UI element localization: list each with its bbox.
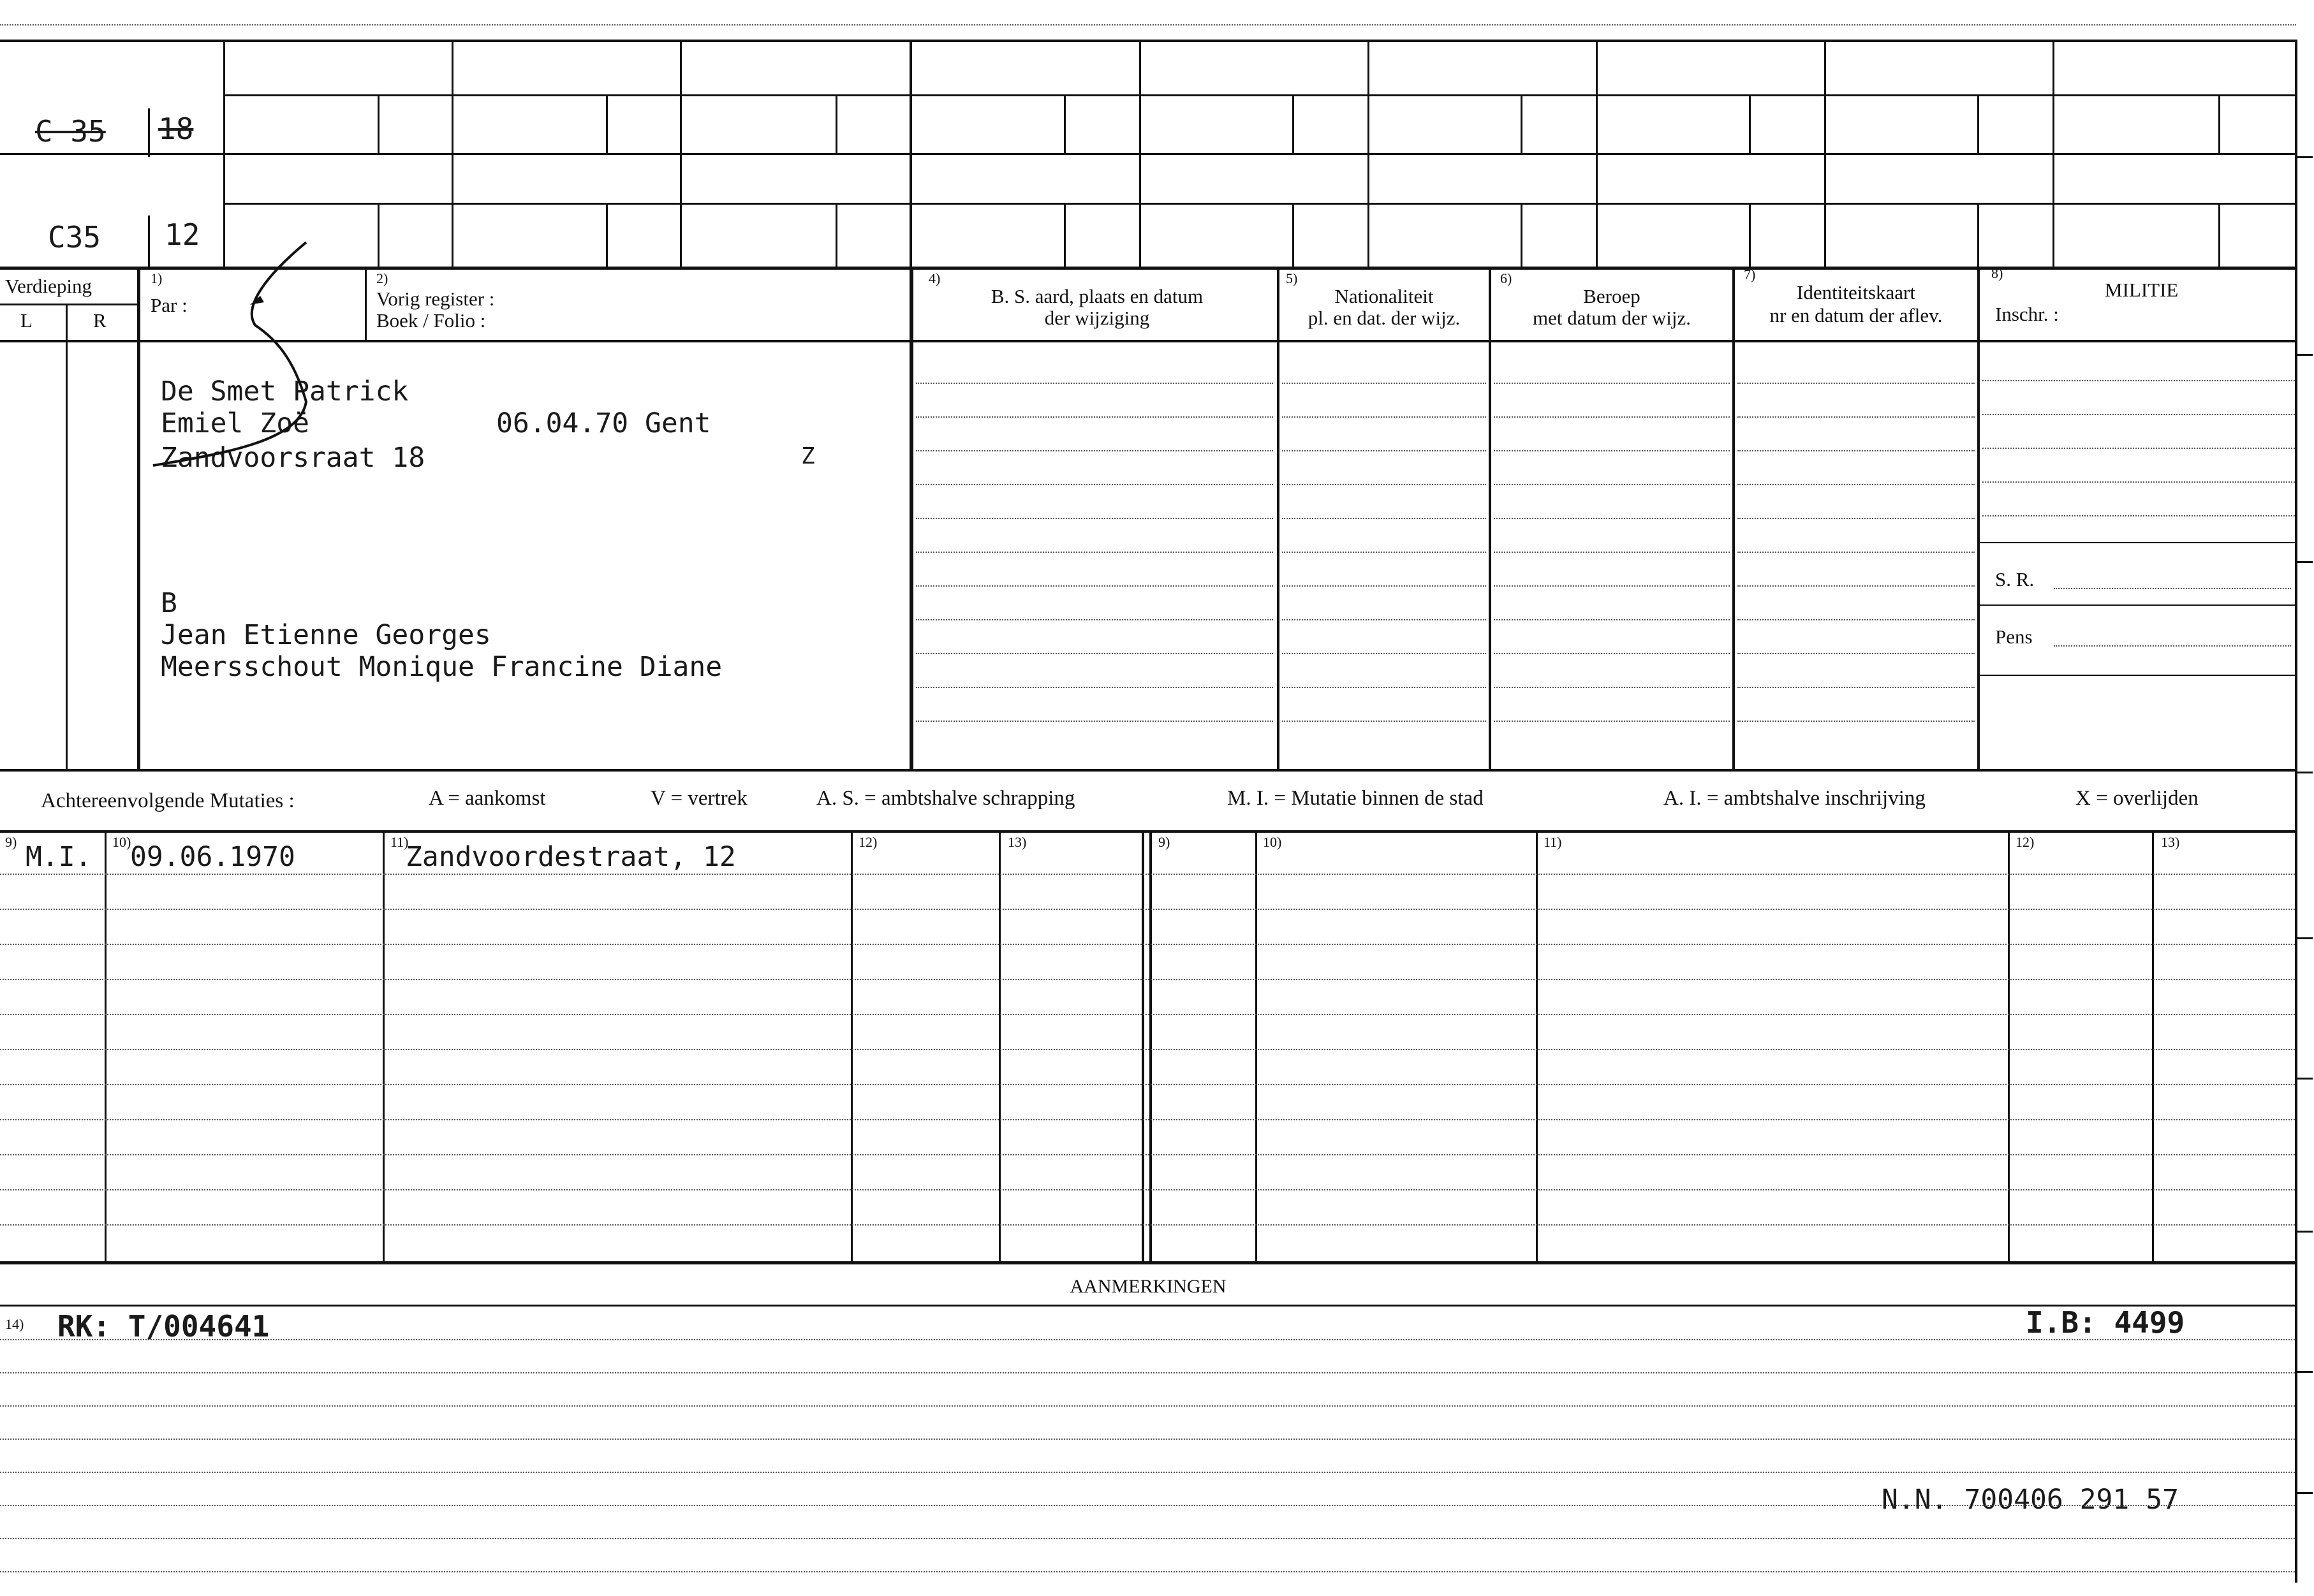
body-bottom-line bbox=[0, 769, 2296, 772]
beroep-line2: met datum der wijz. bbox=[1533, 307, 1691, 329]
mut-col bbox=[2152, 831, 2154, 1263]
ruled-line bbox=[0, 1119, 2295, 1120]
ruled-line bbox=[0, 874, 2295, 875]
mutations-legend-title: Achtereenvolgende Mutaties : bbox=[41, 789, 295, 812]
nationaliteit-line2: pl. en dat. der wijz. bbox=[1308, 307, 1461, 329]
grid-line bbox=[378, 204, 380, 267]
ruled-line bbox=[1982, 380, 2295, 381]
note-6: 6) bbox=[1500, 270, 1512, 286]
mother-names: Meersschout Monique Francine Diane bbox=[161, 651, 723, 683]
remarks-rk: RK: T/004641 bbox=[57, 1309, 270, 1343]
grid-line bbox=[1596, 40, 1598, 268]
ruled-line bbox=[1282, 518, 1486, 519]
ruled-line bbox=[1737, 687, 1975, 688]
margin-tick bbox=[2297, 561, 2313, 563]
legend-aankomst: A = aankomst bbox=[429, 787, 546, 810]
ruled-line bbox=[916, 687, 1273, 688]
note-14: 14) bbox=[5, 1316, 24, 1332]
ruled-line bbox=[1494, 653, 1730, 654]
bs-header-line2: der wijziging bbox=[1044, 307, 1150, 329]
par-label: Par : bbox=[151, 294, 188, 316]
margin-tick bbox=[2297, 354, 2313, 356]
note-2: 2) bbox=[376, 270, 388, 286]
mut-col bbox=[1255, 831, 1257, 1263]
beroep-line1: Beroep bbox=[1583, 285, 1640, 307]
mut-col bbox=[1536, 831, 1538, 1263]
old-number: 18 bbox=[158, 112, 194, 146]
legend-vertrek: V = vertrek bbox=[651, 787, 748, 810]
ruled-line bbox=[0, 1571, 2295, 1572]
grid-line bbox=[836, 96, 837, 153]
new-code: C35 bbox=[48, 220, 101, 254]
col-line bbox=[1732, 268, 1735, 770]
grid-line bbox=[1292, 204, 1294, 267]
grid-line bbox=[1749, 204, 1751, 267]
margin-tick bbox=[2297, 772, 2313, 773]
grid-line bbox=[2218, 204, 2220, 267]
ruled-line bbox=[916, 552, 1273, 553]
grid-line bbox=[223, 94, 2296, 96]
ruled-line bbox=[916, 518, 1273, 519]
ruled-line bbox=[1982, 448, 2295, 449]
margin-tick bbox=[2297, 937, 2313, 939]
militie-split-line bbox=[1980, 675, 2296, 676]
remarks-nn: N.N. 700406 291 57 bbox=[1882, 1484, 2179, 1516]
mut-col-double bbox=[1142, 831, 1144, 1263]
note-4: 4) bbox=[929, 270, 941, 286]
col-line bbox=[66, 305, 68, 770]
birth-date-place: 06.04.70 Gent bbox=[496, 407, 711, 439]
grid-line bbox=[1064, 96, 1066, 153]
ruled-line bbox=[0, 1049, 2295, 1050]
ruled-line bbox=[1982, 414, 2295, 415]
ruled-line bbox=[1737, 416, 1975, 418]
grid-line bbox=[223, 203, 2296, 205]
grid-line bbox=[2052, 40, 2054, 268]
person-first-names: Emiel Zoë bbox=[161, 407, 309, 439]
ruled-line bbox=[1737, 383, 1975, 384]
militie-split-line bbox=[1980, 604, 2296, 606]
boek-folio-label: Boek / Folio : bbox=[376, 309, 486, 332]
margin-tick bbox=[2297, 1078, 2313, 1080]
ruled-line bbox=[916, 383, 1273, 384]
mut-header-10: 10) bbox=[112, 834, 131, 850]
ruled-line bbox=[0, 909, 2295, 910]
inschr-label: Inschr. : bbox=[1995, 303, 2059, 325]
ruled-line bbox=[0, 1224, 2295, 1226]
ruled-line bbox=[916, 484, 1273, 485]
pens-line bbox=[2054, 645, 2291, 647]
legend-ambtshalve-inschrijving: A. I. = ambtshalve inschrijving bbox=[1663, 787, 1926, 810]
ruled-line bbox=[1737, 619, 1975, 620]
margin-tick bbox=[2297, 1231, 2313, 1233]
grid-line bbox=[452, 40, 453, 268]
mut-header-11: 11) bbox=[390, 834, 409, 850]
ruled-line bbox=[0, 1189, 2295, 1190]
ruled-line bbox=[1494, 383, 1730, 384]
col-line bbox=[1977, 268, 1980, 770]
grid-line bbox=[1977, 204, 1979, 267]
ruled-line bbox=[1982, 481, 2295, 483]
grid-line bbox=[1521, 204, 1522, 267]
remarks-top-line bbox=[0, 1305, 2296, 1307]
mutation-address: Zandvoordestraat, 12 bbox=[406, 841, 736, 873]
ruled-line bbox=[916, 721, 1273, 722]
ruled-line bbox=[0, 1405, 2295, 1407]
grid-line bbox=[836, 204, 837, 267]
grid-line bbox=[1064, 204, 1066, 267]
identiteit-line1: Identiteitskaart bbox=[1797, 281, 1915, 304]
nationaliteit-line1: Nationaliteit bbox=[1334, 285, 1434, 307]
verdieping-split bbox=[0, 304, 137, 305]
mutations-top-line bbox=[0, 830, 2296, 833]
mut-col bbox=[851, 831, 853, 1263]
ruled-line bbox=[1737, 484, 1975, 485]
mut-col bbox=[2008, 831, 2010, 1263]
ruled-line bbox=[916, 450, 1273, 451]
grid-line bbox=[680, 40, 682, 268]
grid-line bbox=[910, 40, 912, 268]
mut-header-13: 13) bbox=[1008, 834, 1027, 850]
grid-line bbox=[1292, 96, 1294, 153]
ruled-line bbox=[1282, 585, 1486, 587]
margin-tick bbox=[2297, 156, 2313, 158]
ruled-line bbox=[916, 619, 1273, 620]
mut-header-11b: 11) bbox=[1544, 834, 1562, 850]
grid-line bbox=[1521, 96, 1522, 153]
remarks-ib: I.B: 4499 bbox=[2026, 1305, 2185, 1340]
col-l-label: L bbox=[20, 309, 33, 332]
ruled-line bbox=[0, 1339, 2295, 1340]
identiteit-line2: nr en datum der aflev. bbox=[1769, 304, 1943, 326]
top-dotted-line bbox=[0, 24, 2296, 26]
col-line bbox=[1277, 268, 1279, 770]
bs-header-line1: B. S. aard, plaats en datum bbox=[991, 285, 1204, 307]
ruled-line bbox=[0, 1154, 2295, 1155]
grid-line bbox=[378, 96, 380, 153]
mut-col bbox=[999, 831, 1001, 1263]
mut-header-9: 9) bbox=[5, 834, 17, 850]
col-line bbox=[1489, 268, 1491, 770]
mutation-type: M.I. bbox=[26, 841, 92, 873]
col-r-label: R bbox=[93, 309, 107, 332]
ruled-line bbox=[1494, 585, 1730, 587]
ruled-line bbox=[0, 1538, 2295, 1539]
ruled-line bbox=[1494, 484, 1730, 485]
top-border bbox=[0, 40, 2296, 42]
mut-col bbox=[105, 831, 107, 1263]
person-address: Zandvoorsraat 18 bbox=[161, 442, 425, 474]
ruled-line bbox=[916, 585, 1273, 587]
mut-header-13b: 13) bbox=[2161, 834, 2180, 850]
ruled-line bbox=[0, 1014, 2295, 1015]
vorig-register-label: Vorig register : bbox=[376, 288, 495, 310]
ruled-line bbox=[0, 1439, 2295, 1440]
b-label: B bbox=[161, 587, 177, 619]
sr-label: S. R. bbox=[1995, 568, 2035, 590]
ruled-line bbox=[1494, 552, 1730, 553]
militie-split-line bbox=[1980, 542, 2296, 543]
note-5: 5) bbox=[1286, 270, 1298, 286]
margin-tick bbox=[2297, 1492, 2313, 1494]
note-7: 7) bbox=[1744, 267, 1756, 282]
grid-line bbox=[2218, 96, 2220, 153]
ruled-line bbox=[1982, 515, 2295, 516]
grid-line bbox=[148, 108, 150, 157]
grid-line bbox=[1824, 40, 1826, 268]
legend-ambtshalve-schrapping: A. S. = ambtshalve schrapping bbox=[816, 787, 1075, 810]
note-1: 1) bbox=[151, 270, 163, 286]
grid-line bbox=[1139, 40, 1141, 268]
mut-header-12b: 12) bbox=[2016, 834, 2035, 850]
ruled-line bbox=[1494, 518, 1730, 519]
ruled-line bbox=[1282, 619, 1486, 620]
ruled-line bbox=[916, 416, 1273, 418]
ruled-line bbox=[1282, 552, 1486, 553]
ruled-line bbox=[0, 1472, 2295, 1473]
ruled-line bbox=[0, 944, 2295, 945]
mark-z: Z bbox=[801, 443, 815, 469]
ruled-line bbox=[1282, 484, 1486, 485]
mutations-bottom-line bbox=[0, 1261, 2296, 1264]
ruled-line bbox=[916, 653, 1273, 654]
grid-line bbox=[0, 153, 2296, 155]
ruled-line bbox=[1282, 653, 1486, 654]
verdieping-label: Verdieping bbox=[5, 275, 92, 297]
ruled-line bbox=[1282, 687, 1486, 688]
militie-label: MILITIE bbox=[2105, 279, 2179, 301]
remarks-title: AANMERKINGEN bbox=[1070, 1276, 1227, 1297]
ruled-line bbox=[1737, 653, 1975, 654]
ruled-line bbox=[1282, 721, 1486, 722]
note-8: 8) bbox=[1991, 265, 2003, 281]
ruled-line bbox=[1737, 721, 1975, 722]
ruled-line bbox=[1494, 721, 1730, 722]
ruled-line bbox=[0, 979, 2295, 980]
grid-line bbox=[223, 40, 225, 268]
ruled-line bbox=[1494, 687, 1730, 688]
ruled-line bbox=[1282, 416, 1486, 418]
mut-col bbox=[383, 831, 385, 1263]
handwritten-stroke bbox=[140, 236, 370, 491]
legend-overlijden: X = overlijden bbox=[2075, 787, 2199, 810]
margin-tick bbox=[2297, 1371, 2313, 1373]
pens-label: Pens bbox=[1995, 626, 2033, 648]
person-name: De Smet Patrick bbox=[161, 376, 409, 407]
mut-header-9b: 9) bbox=[1158, 834, 1170, 850]
new-number: 12 bbox=[165, 217, 200, 252]
grid-line bbox=[606, 96, 608, 153]
ruled-line bbox=[0, 1372, 2295, 1373]
father-names: Jean Etienne Georges bbox=[161, 619, 491, 651]
sr-line bbox=[2054, 588, 2291, 589]
ruled-line bbox=[1737, 518, 1975, 519]
legend-mutatie-binnen: M. I. = Mutatie binnen de stad bbox=[1227, 787, 1484, 810]
grid-line bbox=[1977, 96, 1979, 153]
mut-header-10b: 10) bbox=[1263, 834, 1282, 850]
ruled-line bbox=[0, 1084, 2295, 1085]
col-line bbox=[910, 268, 913, 770]
old-code: C 35 bbox=[35, 114, 106, 149]
ruled-line bbox=[1494, 619, 1730, 620]
ruled-line bbox=[1737, 552, 1975, 553]
mut-header-12: 12) bbox=[859, 834, 878, 850]
ruled-line bbox=[0, 1505, 2295, 1506]
grid-line bbox=[1749, 96, 1751, 153]
ruled-line bbox=[1494, 450, 1730, 451]
ruled-line bbox=[1282, 450, 1486, 451]
right-edge-line bbox=[2295, 40, 2297, 1583]
ruled-line bbox=[1282, 383, 1486, 384]
ruled-line bbox=[1494, 416, 1730, 418]
ruled-line bbox=[1737, 450, 1975, 451]
ruled-line bbox=[1737, 585, 1975, 587]
grid-line bbox=[1367, 40, 1369, 268]
grid-line bbox=[606, 204, 608, 267]
mut-col-double bbox=[1149, 831, 1152, 1263]
mutation-date: 09.06.1970 bbox=[130, 841, 295, 873]
